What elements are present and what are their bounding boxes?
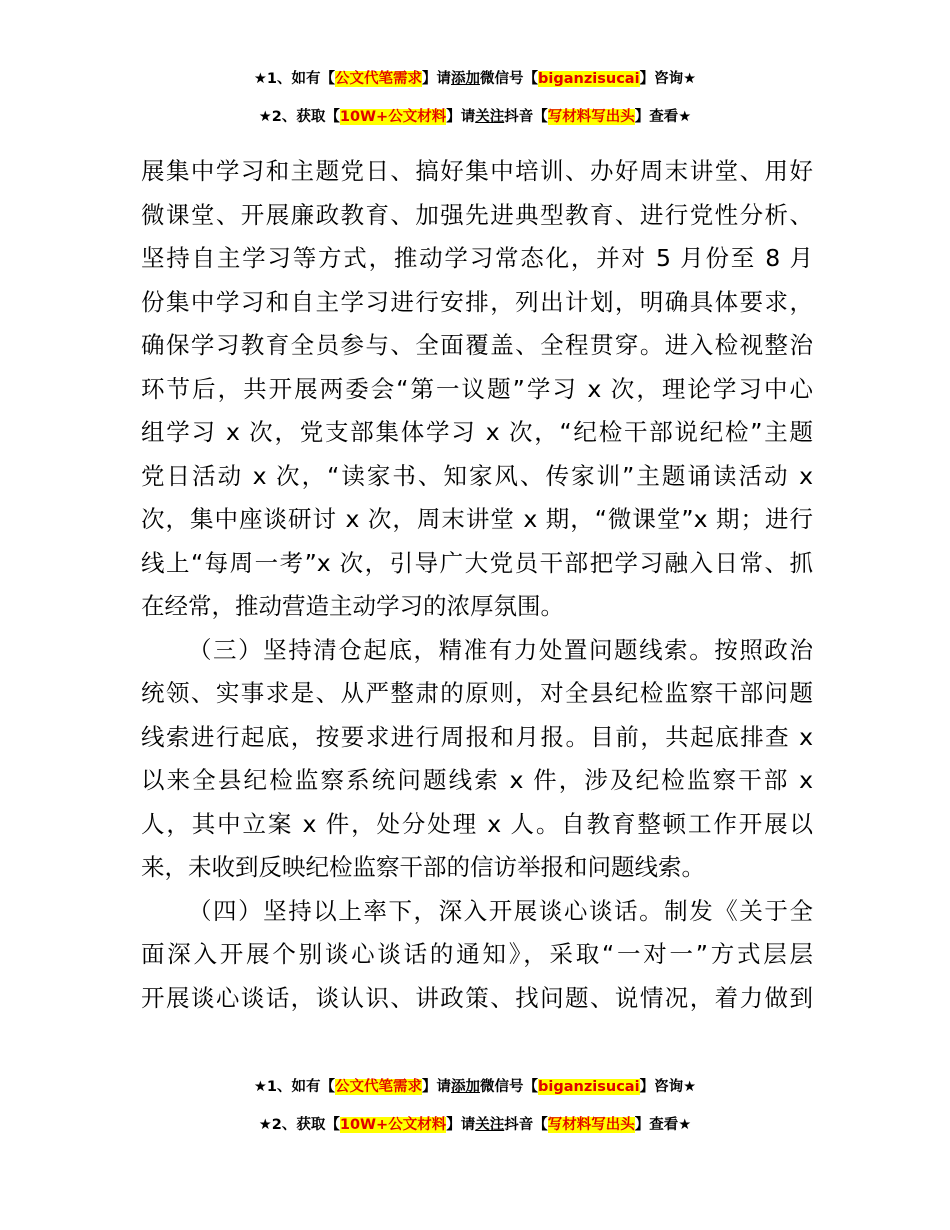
banner-text: ★1、如有【 bbox=[253, 1079, 336, 1095]
text-line: 线上“每周一考”x 次，引导广大党员干部把学习融入日常、抓 bbox=[141, 548, 813, 577]
text-line: （三）坚持清仓起底，精准有力处置问题线索。按照政治 bbox=[188, 635, 813, 664]
promo-banner-wechat bbox=[0, 68, 950, 90]
banner-text: 】咨询★ bbox=[639, 1079, 697, 1095]
text-line: 党日活动 x 次，“读家书、知家风、传家训”主题诵读活动 x bbox=[141, 461, 813, 490]
text-line: 组学习 x 次，党支部集体学习 x 次，“纪检干部说纪检”主题 bbox=[141, 418, 813, 446]
text-line: 微课堂、开展廉政教育、加强先进典型教育、进行党性分析、 bbox=[141, 200, 813, 229]
text-line: 在经常，推动营造主动学习的浓厚氛围。 bbox=[141, 592, 564, 620]
banner-underlined: 关注 bbox=[475, 109, 505, 125]
banner-text: 】查看★ bbox=[634, 109, 692, 125]
banner-underlined: 添加 bbox=[451, 1079, 481, 1095]
banner-text: 】请 bbox=[422, 1079, 452, 1095]
banner-text: 】查看★ bbox=[634, 1117, 692, 1133]
banner-text: 微信号【 bbox=[480, 71, 539, 87]
promo-banner-douyin bbox=[0, 106, 950, 128]
text-line: 统领、实事求是、从严整肃的原则，对全县纪检监察干部问题 bbox=[141, 679, 813, 707]
text-line: 面深入开展个别谈心谈话的通知》，采取“一对一”方式层层 bbox=[141, 940, 813, 968]
paragraph-1 bbox=[141, 150, 813, 629]
banner-highlight: 10W+公文材料 bbox=[339, 1117, 447, 1133]
banner-text: 】请 bbox=[422, 71, 452, 87]
text-line: 线索进行起底，按要求进行周报和月报。目前，共起底排查 x bbox=[141, 722, 813, 751]
text-line: 坚持自主学习等方式，推动学习常态化，并对 5 月份至 8 月 bbox=[141, 244, 813, 272]
promo-banner-douyin-footer bbox=[0, 1114, 950, 1136]
text-line: 份集中学习和自主学习进行安排，列出计划，明确具体要求， bbox=[141, 287, 813, 316]
banner-text: ★2、获取【 bbox=[258, 109, 340, 125]
text-line: 次，集中座谈研讨 x 次，周末讲堂 x 期，“微课堂”x 期；进行 bbox=[141, 505, 813, 533]
banner-highlight: 公文代笔需求 bbox=[335, 71, 423, 87]
banner-highlight: 10W+公文材料 bbox=[339, 109, 447, 125]
banner-text: 】请 bbox=[446, 109, 476, 125]
text-line: （四）坚持以上率下，深入开展谈心谈话。制发《关于全 bbox=[188, 896, 813, 925]
banner-text: 抖音【 bbox=[504, 109, 548, 125]
text-line: 以来全县纪检监察系统问题线索 x 件，涉及纪检监察干部 x bbox=[141, 766, 813, 794]
text-line: 展集中学习和主题党日、搞好集中培训、办好周末讲堂、用好 bbox=[141, 157, 813, 185]
paragraph-2 bbox=[141, 629, 813, 890]
banner-text: 微信号【 bbox=[480, 1079, 539, 1095]
banner-text: ★1、如有【 bbox=[253, 71, 336, 87]
banner-text: 】咨询★ bbox=[639, 71, 697, 87]
text-line: 开展谈心谈话，谈认识、讲政策、找问题、说情况，着力做到 bbox=[141, 983, 813, 1012]
text-line: 环节后，共开展两委会“第一议题”学习 x 次，理论学习中心 bbox=[141, 374, 813, 403]
paragraph-3 bbox=[141, 890, 813, 1021]
banner-highlight-wechat-id: biganzisucai bbox=[538, 1079, 640, 1095]
banner-text: 抖音【 bbox=[504, 1117, 548, 1133]
banner-text: 】请 bbox=[446, 1117, 476, 1133]
banner-highlight-douyin-id: 写材料写出头 bbox=[547, 109, 635, 125]
banner-text: ★2、获取【 bbox=[258, 1117, 340, 1133]
text-line: 确保学习教育全员参与、全面覆盖、全程贯穿。进入检视整治 bbox=[141, 331, 813, 359]
text-line: 来，未收到反映纪检监察干部的信访举报和问题线索。 bbox=[141, 853, 705, 881]
document-body bbox=[141, 150, 813, 1020]
text-line: 人，其中立案 x 件，处分处理 x 人。自教育整顿工作开展以 bbox=[141, 809, 813, 838]
promo-banner-wechat-footer bbox=[0, 1076, 950, 1098]
banner-highlight: 公文代笔需求 bbox=[335, 1079, 423, 1095]
banner-underlined: 关注 bbox=[475, 1117, 505, 1133]
banner-highlight-wechat-id: biganzisucai bbox=[538, 71, 640, 87]
banner-underlined: 添加 bbox=[451, 71, 481, 87]
banner-highlight-douyin-id: 写材料写出头 bbox=[547, 1117, 635, 1133]
